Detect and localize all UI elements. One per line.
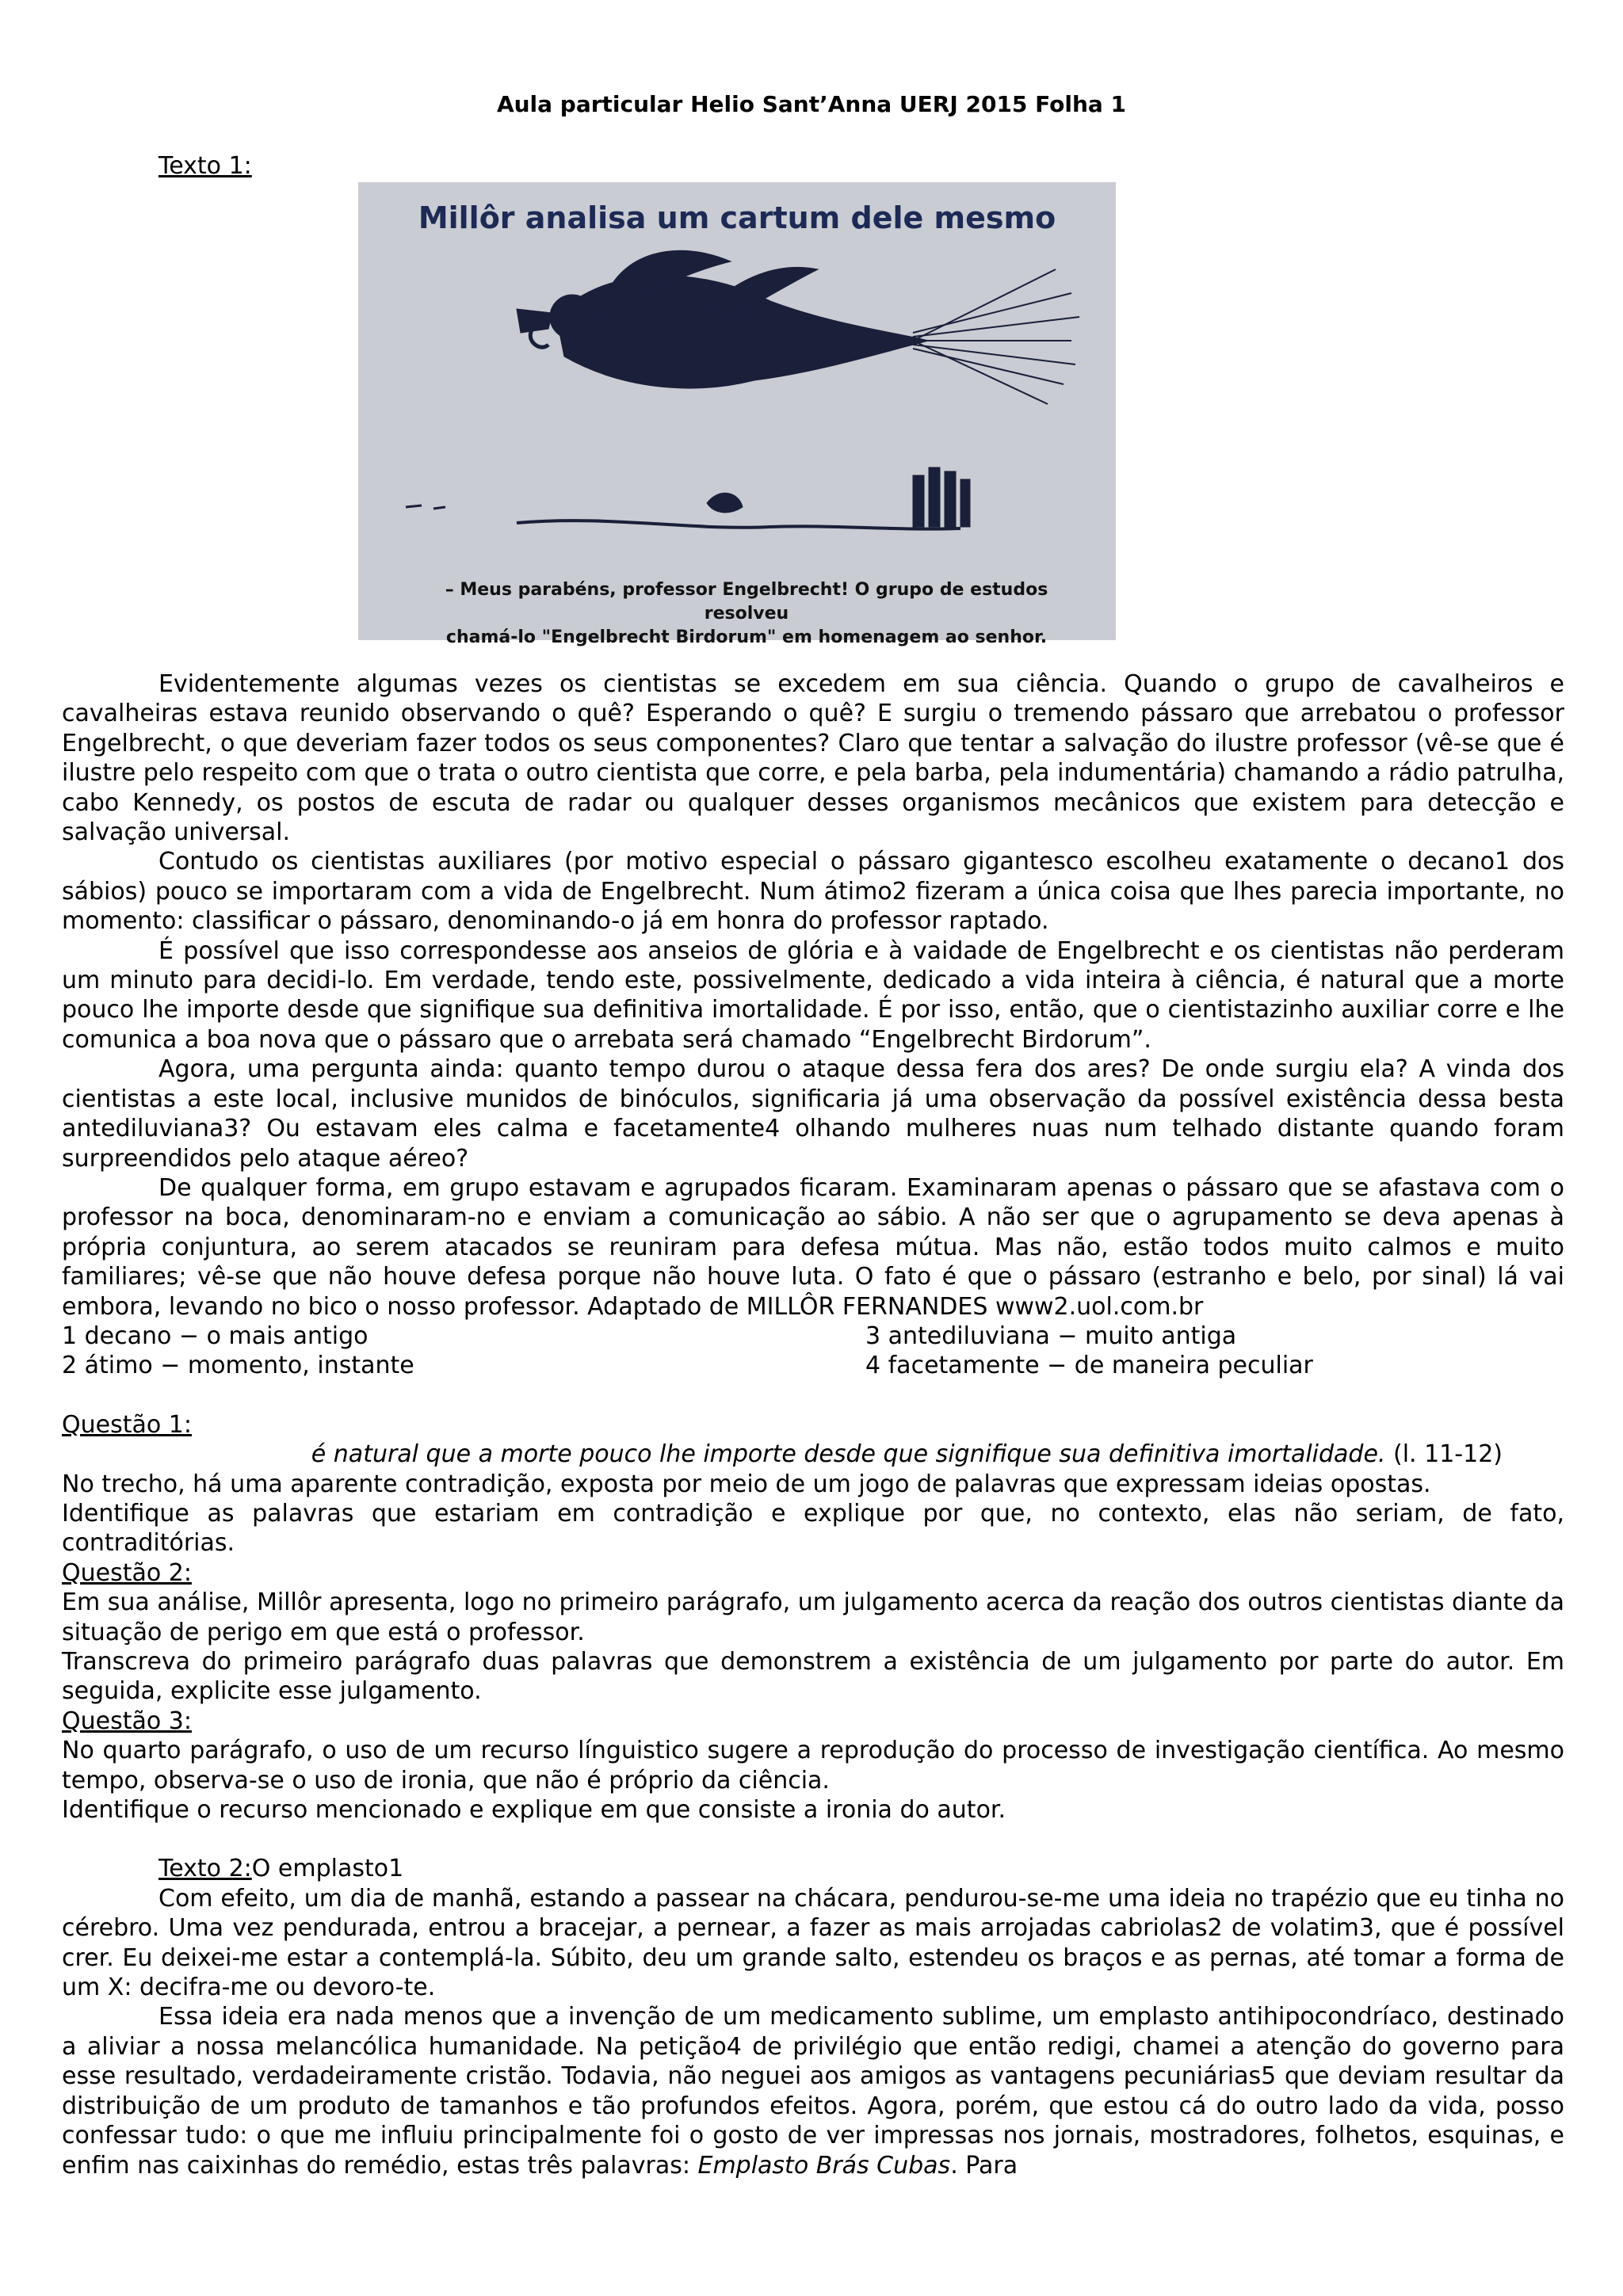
- texto1-body: [62, 669, 1564, 2180]
- question-1-text-2: Identifique as palavras que estariam em contradição e explique por que, no contexto, elas não seriam, de fato, contraditórias.: [62, 1499, 1564, 1558]
- texto1-paragraph-2: Contudo os cientistas auxiliares (por motivo especial o pássaro gigantesco escolheu exatamente o decano1 dos sábios) pouco se importaram com a vida de Engelbrecht. Num átimo2 fizeram a única coisa que lhes parecia importante, no momento: classificar o pássaro, denominando-o já em honra do professor raptado.: [62, 848, 1564, 936]
- texto2-paragraph-2-text: Essa ideia era nada menos que a invenção de um medicamento sublime, um emplasto antihipocondríaco, destinado a aliviar a nossa melancólica humanidade. Na petição4 de privilégio que então redigi, chamei a atenção do governo para esse resultado, verdadeiramente cristão. Todavia, não neguei aos amigos as vantagens pecuniárias5 que deviam resultar da distribuição de um produto de tamanhos e tão profundos efeitos. Agora, porém, que estou cá do outro lado da vida, posso confessar tudo: o que me influiu principalmente foi o gosto de ver impressas nos jornais, mostradores, folhetos, esquinas, e enfim nas caixinhas do remédio, estas três palavras:: [62, 2003, 1564, 2180]
- question-3-text-1: No quarto parágrafo, o uso de um recurso línguistico sugere a reprodução do processo de investigação científica. Ao mesmo tempo, observa-se o uso de ironia, que não é próprio da ciência.: [62, 1737, 1564, 1794]
- texto1-paragraph-1: Evidentemente algumas vezes os cientistas se excedem em sua ciência. Quando o grupo de cavalheiros e cavalheiras estava reunido observando o quê? Esperando o quê? E surgiu o tremendo pássaro que arrebatou o professor Engelbrecht, o que deveriam fazer todos os seus componentes? Claro que tentar a salvação do ilustre professor (vê-se que é ilustre pelo respeito com que o trata o outro cientista que corre, e pela barba, pela indumentária) chamando a rádio patrulha, cabo Kennedy, os postos de escuta de radar ou qualquer desses organismos mecânicos que existem para detecção e salvação universal.: [62, 670, 1564, 847]
- cartoon-caption-line1: – Meus parabéns, professor Engelbrecht! O grupo de estudos resolveu: [445, 580, 1048, 624]
- bird-tail: [913, 269, 1079, 404]
- footnote-1: 1 decano − o mais antigo: [62, 1322, 369, 1350]
- footnote-4: 4 facetamente − de maneira peculiar: [865, 1352, 1313, 1380]
- scientist-figure-4: [960, 479, 970, 527]
- texto2-paragraph-2: [62, 2002, 1564, 2180]
- question-2-text-1: Em sua análise, Millôr apresenta, logo no primeiro parágrafo, um julgamento acerca da reação dos outros cientistas diante da situação de perigo em que está o professor.: [62, 1589, 1564, 1646]
- texto2-title: O emplasto1: [251, 1855, 404, 1883]
- running-scientist: [707, 493, 743, 513]
- question-1-quote-ref: (l. 11-12): [1385, 1440, 1503, 1469]
- texto2-emplasto-name: Emplasto Brás Cubas: [697, 2151, 951, 2180]
- texto2-label: Texto 2:: [158, 1855, 252, 1883]
- texto2-heading: [62, 1854, 1564, 1883]
- bird-beak: [517, 309, 552, 333]
- texto1-paragraph-4: Agora, uma pergunta ainda: quanto tempo durou o ataque dessa fera dos ares? De onde surgiu ela? A vinda dos cientistas a este local, inclusive munidos de binóculos, significaria já uma observação da possível existência dessa besta antediluviana3? Ou estavam eles calma e facetamente4 olhando mulheres nuas num telhado distante quando foram surpreendidos pelo ataque aéreo?: [62, 1055, 1564, 1173]
- texto1-paragraph-5: De qualquer forma, em grupo estavam e agrupados ficaram. Examinaram apenas o pássaro que se afastava com o professor na boca, denominaram-no e enviam a comunicação ao sábio. A não ser que o agrupamento se deva apenas à própria conjuntura, ao serem atacados se reuniram para defesa mútua. Mas não, estão todos muito calmos e muito familiares; vê-se que não houve defesa porque não houve luta. O fato é que o pássaro (estranho e belo, por sinal) lá vai embora, levando no bico o nosso professor. Adaptado de MILLÔR FERNANDES www2.uol.com.br: [62, 1173, 1564, 1321]
- cartoon-caption: [422, 578, 1071, 650]
- question-2-text-2: Transcreva do primeiro parágrafo duas palavras que demonstrem a existência de um julgamento por parte do autor. Em seguida, explicite esse julgamento.: [62, 1648, 1564, 1706]
- bird-head: [550, 295, 594, 339]
- question-1-quote-text: é natural que a morte pouco lhe importe desde que signifique sua definitiva imortalidade.: [311, 1440, 1386, 1469]
- question-3-label: Questão 3:: [62, 1707, 192, 1735]
- scientist-figure-2: [929, 467, 940, 527]
- cartoon-title: Millôr analisa um cartum dele mesmo: [418, 200, 1056, 235]
- footnotes: [62, 1322, 1564, 1381]
- cartoon-image: [358, 182, 1116, 647]
- question-1-label: Questão 1:: [62, 1410, 192, 1439]
- distant-birds: [406, 505, 445, 509]
- ground-line: [517, 521, 960, 529]
- cartoon-drawing: [358, 182, 1116, 640]
- question-1-text-1: No trecho, há uma aparente contradição, exposta por meio de um jogo de palavras que expressam ideias opostas.: [62, 1470, 1431, 1498]
- question-2-label: Questão 2:: [62, 1558, 192, 1587]
- scientist-figure-1: [913, 475, 924, 527]
- texto1-paragraph-3: É possível que isso correspondesse aos anseios de glória e à vaidade de Engelbrecht e os cientistas não perderam um minuto para decidi-lo. Em verdade, tendo este, possivelmente, dedicado a vida inteira à ciência, é natural que a morte pouco lhe importe desde que signifique sua definitiva imortalidade. É por isso, então, que o cientistazinho auxiliar corre e lhe comunica a boa nova que o pássaro que o arrebata será chamado “Engelbrecht Birdorum”.: [62, 936, 1564, 1054]
- footnote-3: 3 antediluviana − muito antiga: [865, 1322, 1237, 1350]
- question-3-text-2: Identifique o recurso mencionado e explique em que consiste a ironia do autor.: [62, 1796, 1006, 1825]
- page-title: Aula particular Helio Sant’Anna UERJ 2015 Folha 1: [496, 91, 1127, 117]
- footnote-2: 2 átimo − momento, instante: [62, 1352, 414, 1380]
- question-1-quote: [62, 1440, 1564, 1469]
- scientist-figure-3: [945, 471, 956, 527]
- texto2-paragraph-1: Com efeito, um dia de manhã, estando a passear na chácara, pendurou-se-me uma ideia no trapézio que eu tinha no cérebro. Uma vez pendurada, entrou a bracejar, a pernear, a fazer as mais arrojadas cabriolas2 de volatim3, que é possível crer. Eu deixei-me estar a contemplá-la. Súbito, deu um grande salto, estendeu os braços e as pernas, até tomar a forma de um X: decifra-me ou devoro-te.: [62, 1884, 1564, 2002]
- texto1-label: Texto 1:: [158, 152, 252, 180]
- professor-in-beak: [530, 329, 548, 347]
- texto2-paragraph-2-end: . Para: [950, 2151, 1018, 2180]
- cartoon-caption-line2: chamá-lo "Engelbrecht Birdorum" em homenagem ao senhor.: [445, 627, 1048, 647]
